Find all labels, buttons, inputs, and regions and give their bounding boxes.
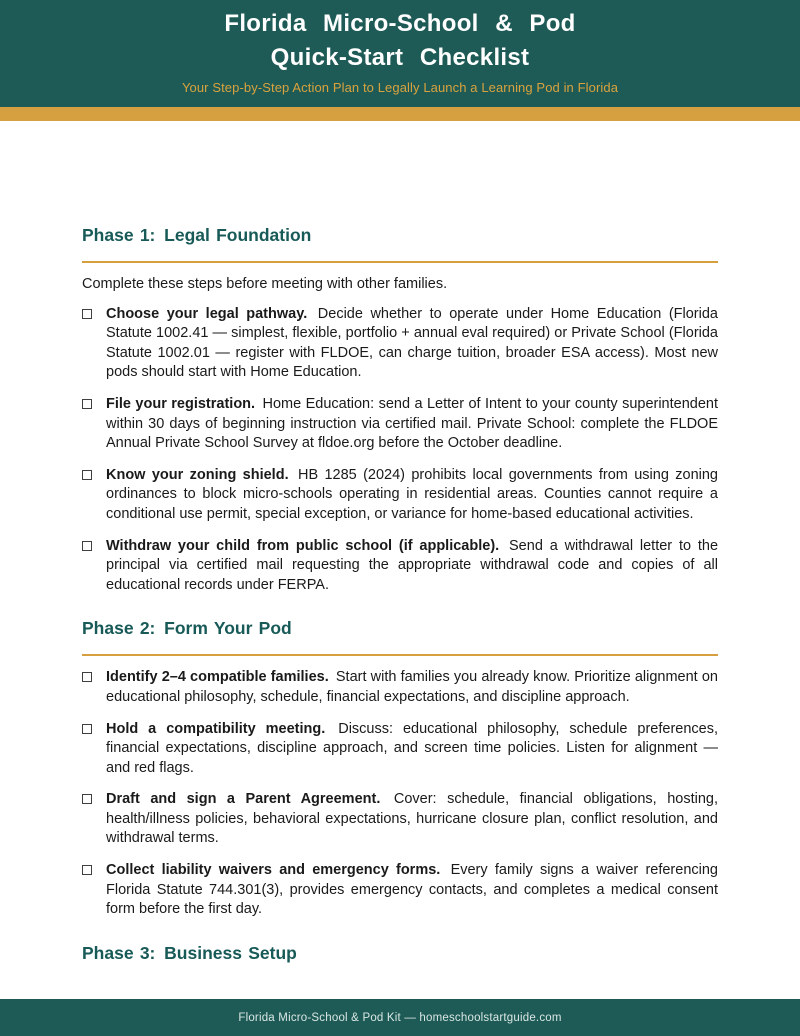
document-header bbox=[0, 0, 800, 107]
page-subtitle: Your Step-by-Step Action Plan to Legally Launch a Learning Pod in Florida bbox=[181, 80, 619, 95]
checklist-item-lead: Withdraw your child from public school (if applicable). bbox=[106, 537, 500, 554]
section-heading-prefix: Phase 1: bbox=[82, 225, 156, 245]
section-rule bbox=[82, 261, 718, 263]
checklist-item-body: HB 1285 (2024) prohibits local governments from using zoning ordinances to block micro-schools operating in residential areas. Counties cannot require a conditional use permit, special exception, or variance for home-based educational activities. bbox=[106, 466, 718, 522]
checklist-item-lead: Know your zoning shield. bbox=[106, 466, 289, 483]
checklist-item-lead: Hold a compatibility meeting. bbox=[106, 720, 326, 737]
section-heading-prefix: Phase 3: bbox=[82, 942, 156, 963]
checklist-item bbox=[82, 466, 718, 525]
footer-text: Florida Micro-School & Pod Kit — homeschoolstartguide.com bbox=[238, 1011, 562, 1024]
checkbox-icon[interactable] bbox=[82, 672, 92, 682]
page-title-line-2: Quick-Start Checklist bbox=[270, 44, 530, 71]
checklist-phase-1 bbox=[82, 305, 718, 596]
checklist-item-lead: Draft and sign a Parent Agreement. bbox=[106, 791, 381, 808]
section-rule bbox=[82, 654, 718, 656]
checklist-item bbox=[82, 861, 718, 920]
section-heading-prefix: Phase 2: bbox=[82, 618, 156, 639]
checklist-item-body: Home Education: send a Letter of Intent to your county superintendent within 30 days of beginning instruction via certified mail. Private School: complete the FLDOE Annual Private School Survey at fldoe.org before the October deadline. bbox=[106, 395, 718, 452]
checklist-item-body: Start with families you already know. Prioritize alignment on educational philosophy, schedule, financial expectations, and discipline approach. bbox=[106, 669, 718, 705]
checklist-item-lead: Choose your legal pathway. bbox=[106, 305, 308, 322]
checklist-phase-2 bbox=[82, 668, 718, 920]
checklist-item bbox=[82, 790, 718, 849]
checklist-item bbox=[82, 537, 718, 596]
checkbox-icon[interactable] bbox=[82, 309, 92, 319]
checkbox-icon[interactable] bbox=[82, 399, 92, 409]
checklist-item bbox=[82, 305, 718, 383]
checklist-item bbox=[82, 720, 718, 779]
checklist-item-body: Cover: schedule, financial obligations, hosting, health/illness policies, behavioral expectations, hurricane closure plan, conflict resolution, and withdrawal terms. bbox=[106, 791, 719, 847]
checkbox-icon[interactable] bbox=[82, 865, 92, 875]
checklist-item-lead: Collect liability waivers and emergency forms. bbox=[106, 862, 441, 879]
checklist-item-body: Send a withdrawal letter to the principal via certified mail requesting the appropriate withdrawal code and copies of all educational records under FERPA. bbox=[106, 537, 719, 593]
checkbox-icon[interactable] bbox=[82, 794, 92, 804]
checklist-item-body: Decide whether to operate under Home Education (Florida Statute 1002.41 — simplest, flexible, portfolio + annual eval required) or Private School (Florida Statute 1002.01 — register with FLDOE, can charge tuition, broader ESA access). Most new pods should start with Home Education. bbox=[106, 305, 718, 381]
section-heading-title: Form Your Pod bbox=[164, 618, 292, 639]
section-intro: Complete these steps before meeting with other families. bbox=[82, 276, 448, 292]
checklist-item-lead: File your registration. bbox=[106, 395, 256, 412]
section-phase-2 bbox=[82, 618, 718, 920]
checklist-item-lead: Identify 2–4 compatible families. bbox=[106, 669, 329, 686]
section-heading-phase-3 bbox=[82, 943, 718, 964]
checklist-item bbox=[82, 395, 718, 454]
section-heading-phase-1 bbox=[82, 225, 718, 246]
section-heading-phase-2 bbox=[82, 618, 718, 639]
section-heading-title: Legal Foundation bbox=[164, 225, 312, 245]
gold-divider-bar bbox=[0, 107, 800, 121]
checkbox-icon[interactable] bbox=[82, 724, 92, 734]
document-body bbox=[0, 121, 800, 964]
checklist-item-body: Discuss: educational philosophy, schedule preferences, financial expectations, discipline approach, and screen time policies. Listen for alignment — and red flags. bbox=[106, 720, 719, 776]
section-heading-title: Business Setup bbox=[164, 942, 297, 963]
document-footer bbox=[0, 999, 800, 1036]
section-phase-1 bbox=[82, 121, 718, 595]
checkbox-icon[interactable] bbox=[82, 541, 92, 551]
checkbox-icon[interactable] bbox=[82, 470, 92, 480]
checklist-item bbox=[82, 668, 718, 707]
section-phase-3 bbox=[82, 943, 718, 964]
checklist-item-body: Every family signs a waiver referencing Florida Statute 744.301(3), provides emergency contacts, and completes a medical consent form before the first day. bbox=[106, 862, 718, 918]
page-title-line-1: Florida Micro-School & Pod bbox=[224, 10, 576, 37]
